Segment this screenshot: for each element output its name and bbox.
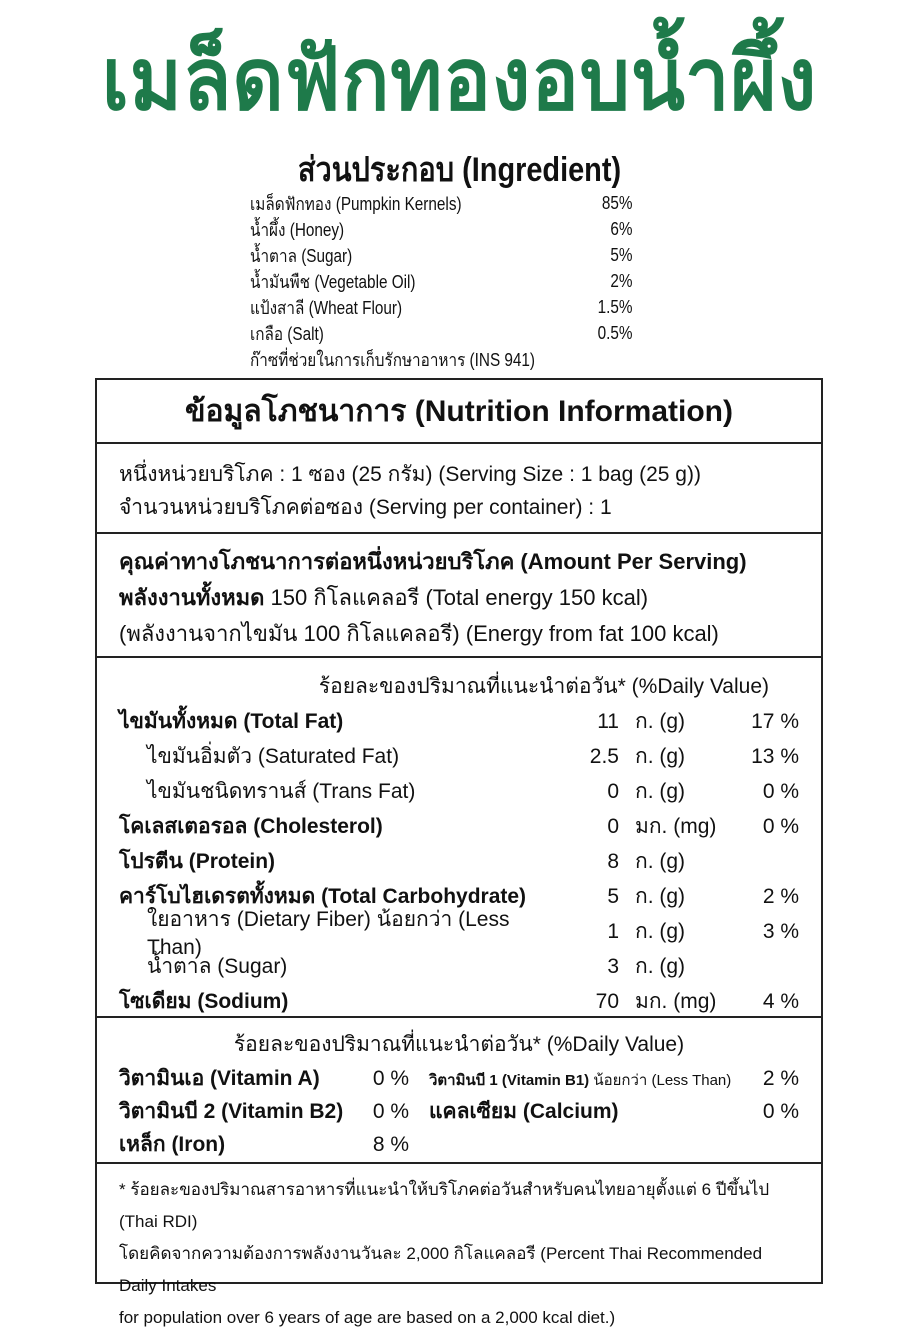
vitamin-b2-label: วิตามินบี 2 (Vitamin B2) [119, 1100, 344, 1123]
vitamin-b1-label-cell [429, 1062, 739, 1095]
nutrient-amount: 0 [607, 814, 619, 838]
nutrient-amount: 11 [597, 709, 619, 733]
ingredient-name: น้ำตาล (Sugar) [250, 245, 353, 266]
nutrient-unit: ก. (g) [635, 780, 686, 803]
nutrient-row [119, 908, 799, 959]
vitamin-b1-label: วิตามินบี 1 (Vitamin B1) [429, 1072, 590, 1089]
empty-cell [429, 1128, 739, 1161]
nutrient-amount: 3 [607, 954, 619, 978]
ingredient-pct: 85% [601, 192, 633, 213]
nutrition-facts-box [95, 378, 823, 1327]
iron-value: 8 % [372, 1133, 409, 1156]
amount-heading: คุณค่าทางโภชนาการต่อหนึ่งหน่วยบริโภค (Amount Per Serving) [119, 549, 747, 574]
ingredient-row [250, 346, 633, 372]
ingredient-pct: 0.5% [597, 322, 633, 343]
vitamin-heading: ร้อยละของปริมาณที่แนะนำต่อวัน* (%Daily Value) [233, 1033, 685, 1056]
nutrient-unit: ก. (g) [635, 920, 686, 943]
nutrient-name: ไขมันทั้งหมด (Total Fat) [119, 710, 344, 733]
nutrient-name: โคเลสเตอรอล (Cholesterol) [119, 815, 383, 838]
nutrient-name: ใยอาหาร (Dietary Fiber) น้อยกว่า (Less Than) [147, 908, 510, 959]
nutrient-name: คาร์โบไฮเดรตทั้งหมด (Total Carbohydrate) [119, 885, 527, 908]
nutrient-daily-value: 0 % [762, 779, 799, 803]
nutrient-unit: ก. (g) [635, 710, 686, 733]
footnote-line-3: for population over 6 years of age are based on a 2,000 kcal diet.) [119, 1308, 616, 1327]
nutrient-table [119, 704, 799, 1018]
energy-from-fat: (พลังงานจากไขมัน 100 กิโลแคลอรี) (Energy from fat 100 kcal) [119, 621, 719, 646]
nutrient-daily-value: 3 % [762, 919, 799, 943]
ingredient-name: เมล็ดฟักทอง (Pumpkin Kernels) [250, 193, 462, 214]
vitamin-grid [119, 1062, 799, 1161]
nutrient-unit: ก. (g) [635, 745, 686, 768]
ingredients-heading: ส่วนประกอบ (Ingredient) [297, 151, 622, 189]
ingredient-name: น้ำมันพืช (Vegetable Oil) [250, 271, 416, 292]
nutrient-name: ไขมันชนิดทรานส์ (Trans Fat) [147, 780, 416, 803]
empty-cell [739, 1128, 799, 1161]
nutrient-row [119, 949, 799, 984]
nutrient-unit: ก. (g) [635, 885, 686, 908]
nutrient-row [119, 739, 799, 774]
ingredient-row [250, 190, 633, 216]
nutrient-unit: มก. (mg) [635, 990, 717, 1013]
nutrient-row [119, 704, 799, 739]
daily-value-heading: ร้อยละของปริมาณที่แนะนำต่อวัน* (%Daily Value) [318, 675, 769, 698]
ingredients-list [250, 190, 633, 372]
footnote-line-1: * ร้อยละของปริมาณสารอาหารที่แนะนำให้บริโภคต่อวันสำหรับคนไทยอายุตั้งแต่ 6 ปีขึ้นไป (Thai RDI) [119, 1180, 770, 1231]
footnote-section [97, 1164, 821, 1344]
nutrition-heading: ข้อมูลโภชนาการ (Nutrition Information) [97, 380, 821, 444]
daily-value-section [97, 658, 821, 1018]
nutrient-unit: มก. (mg) [635, 815, 717, 838]
nutrient-row [119, 984, 799, 1018]
ingredient-pct: 1.5% [597, 296, 633, 317]
ingredient-row [250, 268, 633, 294]
ingredient-pct: 2% [610, 270, 633, 291]
nutrient-amount: 70 [595, 989, 619, 1013]
nutrient-daily-value: 13 % [751, 744, 799, 768]
vitamin-section [97, 1018, 821, 1164]
nutrient-daily-value: 2 % [762, 884, 799, 908]
footnote-line-2: โดยคิดจากความต้องการพลังงานวันละ 2,000 กิโลแคลอรี (Percent Thai Recommended Daily Intakes [119, 1244, 763, 1295]
vitamin-a-label: วิตามินเอ (Vitamin A) [119, 1067, 320, 1090]
ingredient-name: แป้งสาลี (Wheat Flour) [250, 297, 403, 318]
energy-label: พลังงานทั้งหมด [119, 585, 265, 610]
ingredient-row [250, 320, 633, 346]
serving-size: หนึ่งหน่วยบริโภค : 1 ซอง (25 กรัม) (Serving Size : 1 bag (25 g)) [119, 463, 701, 486]
ingredient-name: เกลือ (Salt) [250, 323, 324, 344]
iron-label: เหล็ก (Iron) [119, 1133, 226, 1156]
nutrient-amount: 2.5 [589, 744, 619, 768]
nutrient-unit: ก. (g) [635, 850, 686, 873]
total-energy [119, 580, 799, 616]
ingredient-name: น้ำผึ้ง (Honey) [250, 219, 345, 240]
ingredient-row [250, 294, 633, 320]
ingredient-pct: 6% [610, 218, 633, 239]
nutrient-row [119, 844, 799, 879]
nutrient-name: ไขมันอิ่มตัว (Saturated Fat) [147, 745, 400, 768]
nutrient-amount: 0 [607, 779, 619, 803]
calcium-value: 0 % [762, 1100, 799, 1123]
nutrient-row [119, 809, 799, 844]
amount-section [97, 534, 821, 658]
nutrient-name: โปรตีน (Protein) [119, 850, 276, 873]
servings-per-container: จำนวนหน่วยบริโภคต่อซอง (Serving per container) : 1 [119, 496, 612, 519]
vitamin-a-value: 0 % [372, 1067, 409, 1090]
nutrient-daily-value: 4 % [762, 989, 799, 1013]
serving-section [97, 444, 821, 534]
product-title: เมล็ดฟักทองอบน้ำผึ้ง [101, 32, 818, 128]
ingredient-row [250, 216, 633, 242]
nutrient-amount: 8 [607, 849, 619, 873]
nutrient-name: โซเดียม (Sodium) [119, 990, 289, 1013]
ingredient-pct: 5% [610, 244, 633, 265]
nutrient-name: น้ำตาล (Sugar) [147, 955, 288, 978]
nutrient-amount: 1 [607, 919, 619, 943]
vitamin-b1-value: 2 % [762, 1067, 799, 1090]
nutrient-row [119, 774, 799, 809]
nutrient-amount: 5 [607, 884, 619, 908]
ingredient-row [250, 242, 633, 268]
energy-value: 150 กิโลแคลอรี (Total energy 150 kcal) [264, 585, 649, 610]
nutrient-daily-value: 17 % [751, 709, 799, 733]
nutrient-daily-value: 0 % [762, 814, 799, 838]
calcium-label: แคลเซียม (Calcium) [429, 1100, 619, 1123]
nutrient-unit: ก. (g) [635, 955, 686, 978]
vitamin-b1-less-than: น้อยกว่า (Less Than) [589, 1072, 732, 1089]
vitamin-b2-value: 0 % [372, 1100, 409, 1123]
ingredient-name: ก๊าซที่ช่วยในการเก็บรักษาอาหาร (INS 941) [250, 349, 536, 370]
